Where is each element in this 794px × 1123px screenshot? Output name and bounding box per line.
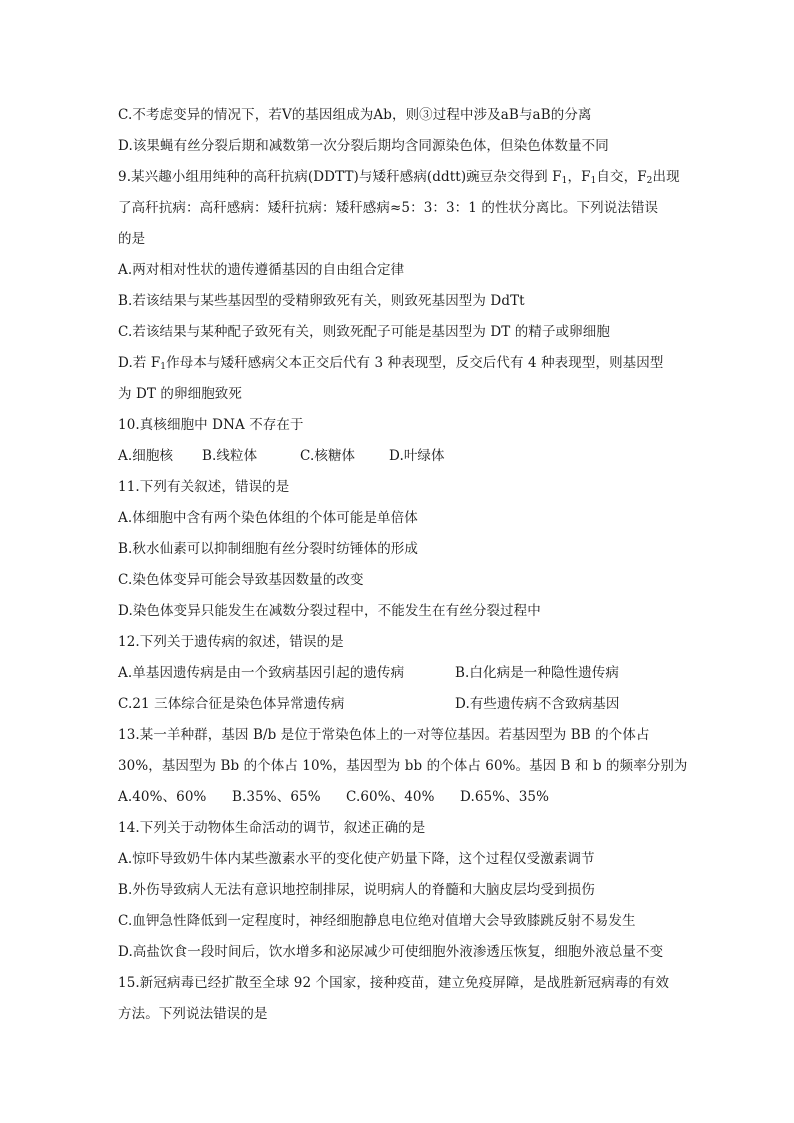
q13-options xyxy=(118,782,688,813)
q12-options-row-2 xyxy=(118,689,688,720)
q10-option-a: A.细胞核 xyxy=(118,448,174,464)
q9-option-d-line-2: 为 DT 的卵细胞致死 xyxy=(118,386,243,402)
q9-option-d-line-1: D.若 $F_1$作母本与矮秆感病父本正交后代有 3 种表现型，反交后代有 4 种表现型，则基因型 xyxy=(118,355,664,372)
q14-option-b: B.外伤导致病人无法有意识地控制排尿，说明病人的脊髓和大脑皮层均受到损伤 xyxy=(118,882,595,898)
q13-stem-line-1: 13.某一羊种群，基因 B/b 是位于常染色体上的一对等位基因。若基因型为 BB 的个体占 xyxy=(118,727,650,743)
q12-option-d: D.有些遗传病不含致病基因 xyxy=(455,696,620,712)
q13-option-c: C.60%、40% xyxy=(346,789,435,805)
q11-option-b: B.秋水仙素可以抑制细胞有丝分裂时纺锤体的形成 xyxy=(118,541,419,557)
q12-options-row-1 xyxy=(118,658,688,689)
q9-option-c: C.若该结果与某种配子致死有关，则致死配子可能是基因型为 DT 的精子或卵细胞 xyxy=(118,324,610,340)
q10-stem: 10.真核细胞中 DNA 不存在于 xyxy=(118,417,304,433)
q9-stem-line-3: 的是 xyxy=(118,231,146,247)
q15-stem-line-2: 方法。下列说法错误的是 xyxy=(118,1006,268,1022)
q8-option-c: C.不考虑变异的情况下，若V的基因组成为Ab，则③过程中涉及aB与aB的分离 xyxy=(118,107,592,123)
q9-option-a: A.两对相对性状的遗传遵循基因的自由组合定律 xyxy=(118,262,405,278)
q12-stem: 12.下列关于遗传病的叙述，错误的是 xyxy=(118,634,344,650)
exam-page xyxy=(118,100,688,1030)
q12-option-b: B.白化病是一种隐性遗传病 xyxy=(455,665,620,681)
q13-option-a: A.40%、60% xyxy=(118,789,207,805)
q11-option-c: C.染色体变异可能会导致基因数量的改变 xyxy=(118,572,364,588)
q11-option-a: A.体细胞中含有两个染色体组的个体可能是单倍体 xyxy=(118,510,418,526)
q10-option-b: B.线粒体 xyxy=(202,448,258,464)
q10-options xyxy=(118,441,688,472)
q14-stem: 14.下列关于动物体生命活动的调节，叙述正确的是 xyxy=(118,820,426,836)
q14-option-c: C.血钾急性降低到一定程度时，神经细胞静息电位绝对值增大会导致膝跳反射不易发生 xyxy=(118,913,636,929)
q9-stem-line-2: 了高秆抗病：高秆感病：矮秆抗病：矮秆感病≈5：3：3：1 的性状分离比。下列说法错误 xyxy=(118,200,659,216)
q9-stem-line-1: 9.某兴趣小组用纯种的高秆抗病(DDTT)与矮秆感病(ddtt)豌豆杂交得到 $F_1$，$F_1$自交，$F_2$出现 xyxy=(118,169,680,186)
q9-option-b: B.若该结果与某些基因型的受精卵致死有关，则致死基因型为 DdTt xyxy=(118,293,525,309)
q15-stem-line-1: 15.新冠病毒已经扩散至全球 92 个国家，接种疫苗，建立免疫屏障，是战胜新冠病毒的有效 xyxy=(118,975,670,991)
q14-option-a: A.惊吓导致奶牛体内某些激素水平的变化使产奶量下降，这个过程仅受激素调节 xyxy=(118,851,595,867)
q12-option-c: C.21 三体综合征是染色体异常遗传病 xyxy=(118,696,345,712)
q12-option-a: A.单基因遗传病是由一个致病基因引起的遗传病 xyxy=(118,665,405,681)
q13-option-d: D.65%、35% xyxy=(460,789,550,805)
q8-option-d: D.该果蝇有丝分裂后期和减数第一次分裂后期均含同源染色体，但染色体数量不同 xyxy=(118,138,609,154)
q10-option-d: D.叶绿体 xyxy=(389,448,445,464)
q13-stem-line-2: 30%，基因型为 Bb 的个体占 10%，基因型为 bb 的个体占 60%。基因 B 和 b 的频率分别为 xyxy=(118,758,688,774)
q11-option-d: D.染色体变异只能发生在减数分裂过程中，不能发生在有丝分裂过程中 xyxy=(118,603,541,619)
q13-option-b: B.35%、65% xyxy=(232,789,321,805)
q10-option-c: C.核糖体 xyxy=(300,448,356,464)
q14-option-d: D.高盐饮食一段时间后，饮水增多和泌尿减少可使细胞外液渗透压恢复，细胞外液总量不变 xyxy=(118,944,664,960)
q11-stem: 11.下列有关叙述，错误的是 xyxy=(118,479,290,495)
